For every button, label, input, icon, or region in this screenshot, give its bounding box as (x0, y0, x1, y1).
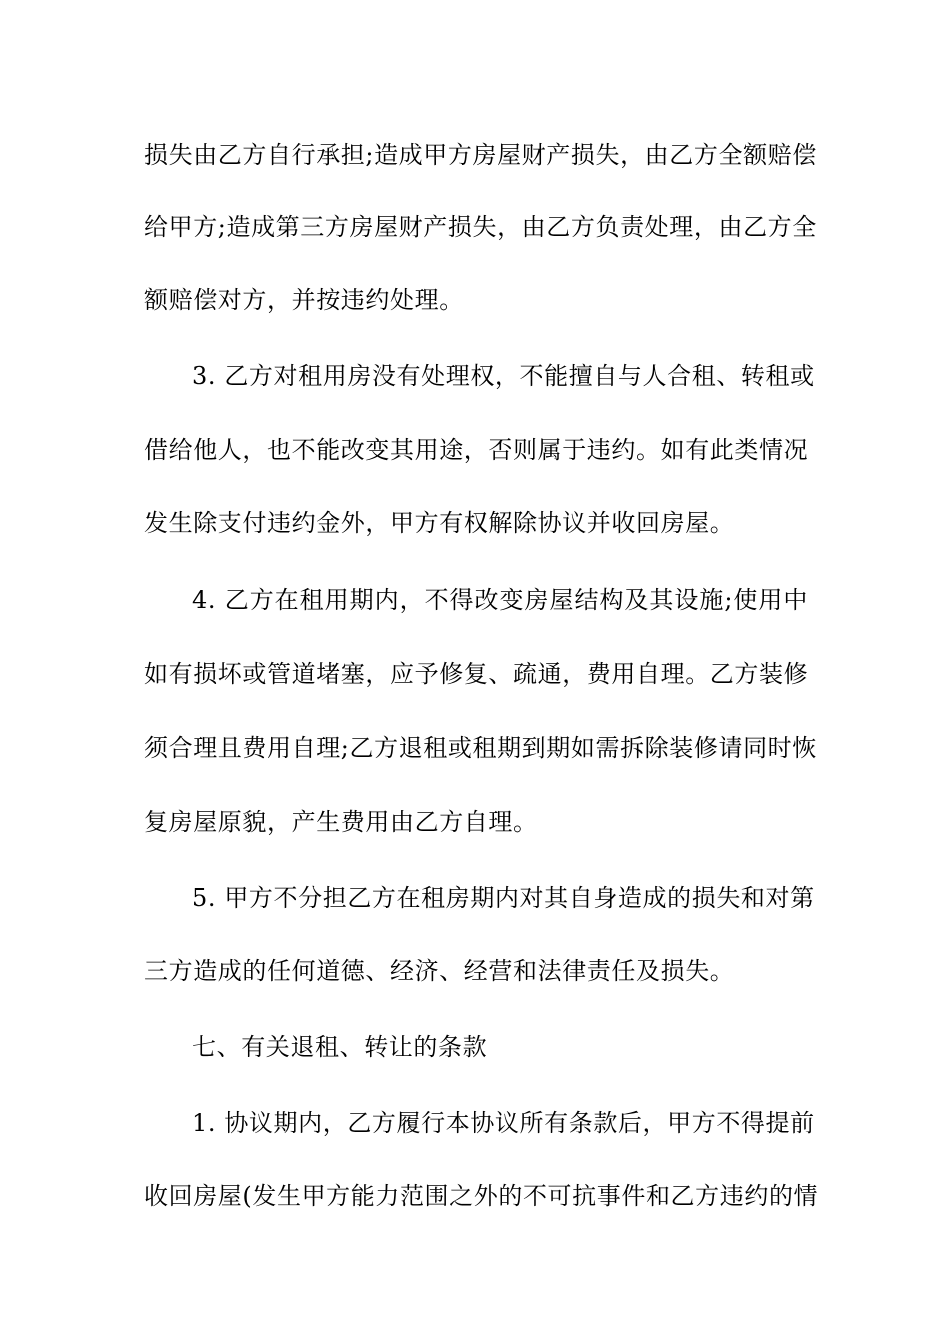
text-line: 如有损坏或管道堵塞，应予修复、疏通，费用自理。乙方装修 (144, 660, 809, 688)
clause-3-line: 3. 乙方对租用房没有处理权，不能擅自与人合租、转租或 (192, 362, 815, 390)
clause-1-line: 1. 协议期内，乙方履行本协议所有条款后，甲方不得提前 (192, 1109, 815, 1137)
text-line: 给甲方;造成第三方房屋财产损失，由乙方负责处理，由乙方全 (144, 213, 817, 241)
section-heading: 七、有关退租、转让的条款 (192, 1033, 488, 1061)
clause-4-line: 4. 乙方在租用期内，不得改变房屋结构及其设施;使用中 (192, 586, 808, 614)
text-line: 发生除支付违约金外，甲方有权解除协议并收回房屋。 (144, 509, 735, 537)
text-line: 三方造成的任何道德、经济、经营和法律责任及损失。 (144, 957, 735, 985)
text-line: 须合理且费用自理;乙方退租或租期到期如需拆除装修请同时恢 (144, 734, 817, 762)
text-line: 借给他人，也不能改变其用途，否则属于违约。如有此类情况 (144, 436, 809, 464)
text-line: 额赔偿对方，并按违约处理。 (144, 286, 464, 314)
text-line: 收回房屋(发生甲方能力范围之外的不可抗事件和乙方违约的情 (144, 1182, 819, 1210)
text-line: 复房屋原貌，产生费用由乙方自理。 (144, 808, 538, 836)
clause-5-line: 5. 甲方不分担乙方在租房期内对其自身造成的损失和对第 (192, 884, 815, 912)
text-line: 损失由乙方自行承担;造成甲方房屋财产损失，由乙方全额赔偿 (144, 141, 817, 169)
